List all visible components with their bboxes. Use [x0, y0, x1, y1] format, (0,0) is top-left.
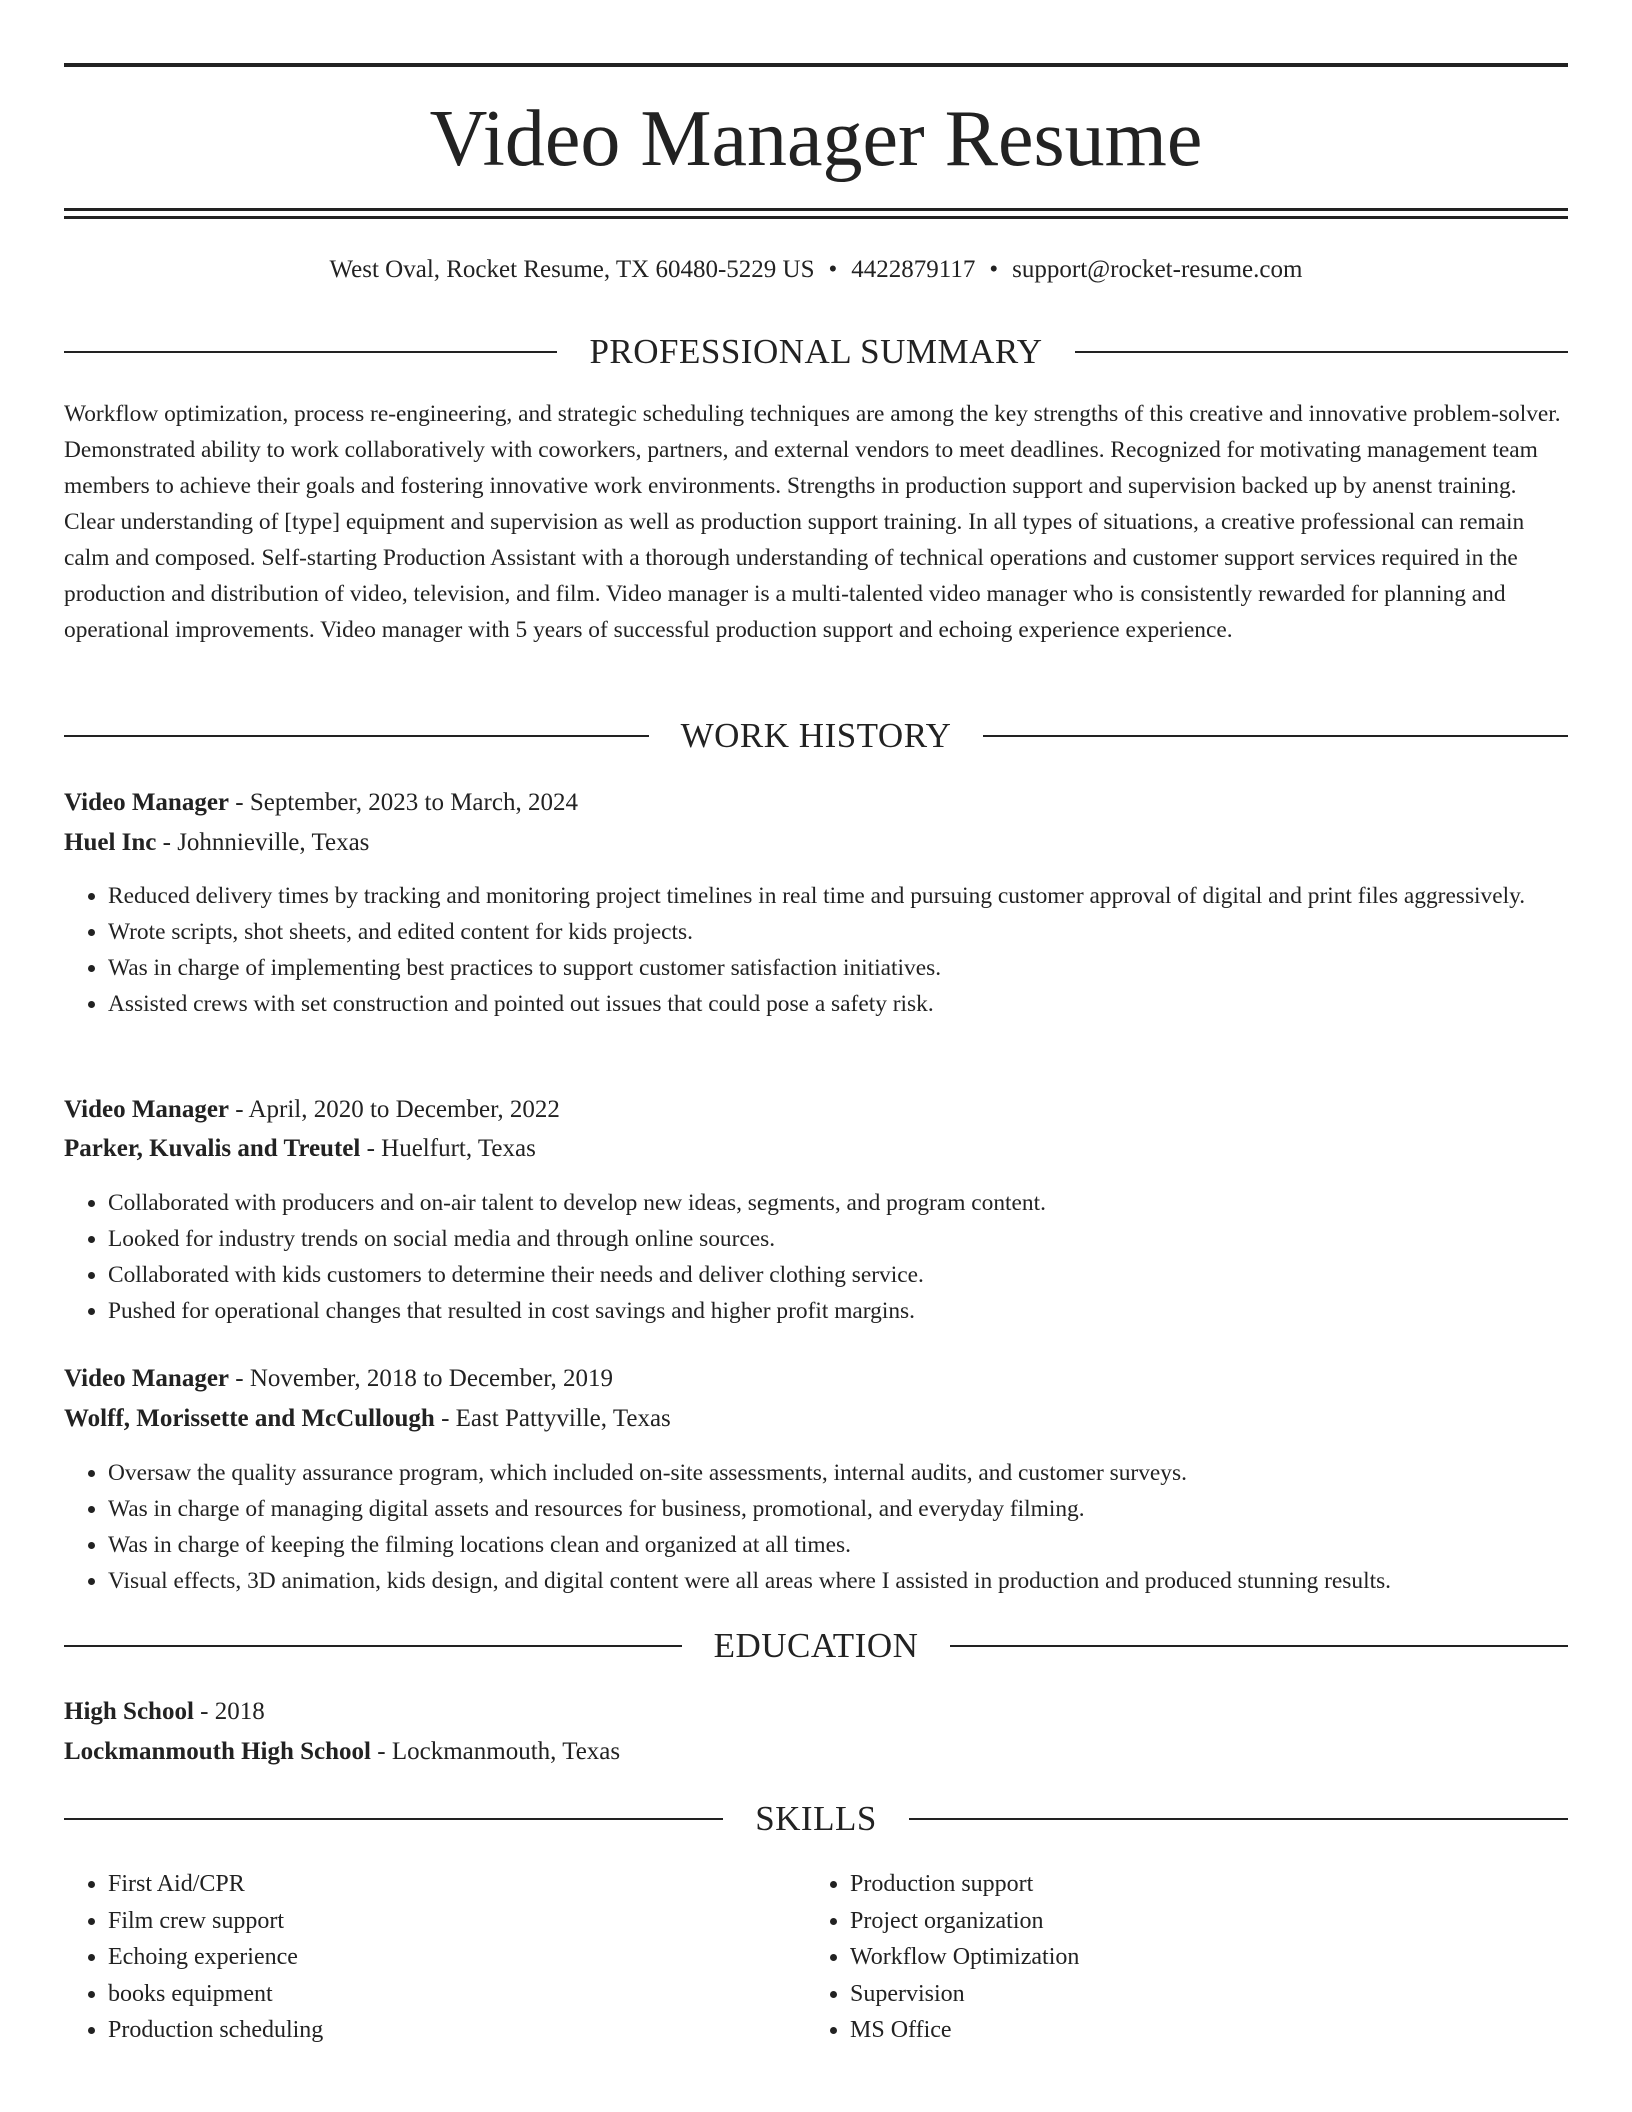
list-item: • Wrote scripts, shot sheets, and edited content for kids projects. — [108, 914, 1568, 950]
list-item: • Collaborated with kids customers to determine their needs and deliver clothing service. — [108, 1257, 1568, 1293]
company-location: - Huelfurt, Texas — [360, 1135, 536, 1162]
section-title: WORK HISTORY — [680, 716, 952, 755]
skill-item: • books equipment — [108, 1976, 764, 2013]
skill-item: • Project organization — [850, 1903, 1506, 1940]
list-item: • Was in charge of keeping the filming locations clean and organized at all times. — [108, 1527, 1568, 1563]
top-rule — [64, 63, 1568, 67]
company-name: Wolff, Morissette and McCullough — [64, 1405, 435, 1432]
heading-rule-left — [64, 735, 649, 737]
list-item: • Looked for industry trends on social media and through online sources. — [108, 1221, 1568, 1257]
list-item: • Collaborated with producers and on-air talent to develop new ideas, segments, and program content. — [108, 1185, 1568, 1221]
skills-list-left — [64, 1866, 764, 2049]
school-location: - Lockmanmouth, Texas — [371, 1738, 621, 1765]
company-location: - Johnnieville, Texas — [156, 829, 370, 856]
skill-item: • MS Office — [850, 2012, 1506, 2049]
job-title: Video Manager — [64, 1096, 230, 1123]
section-heading-work-history — [64, 714, 1568, 758]
job-dates: - September, 2023 to March, 2024 — [229, 789, 578, 816]
resume-title: Video Manager Resume — [429, 95, 1203, 183]
list-item: • Was in charge of managing digital assets and resources for business, promotional, and everyday filming. — [108, 1491, 1568, 1527]
job-bullets — [64, 1185, 1568, 1329]
skill-item: • Film crew support — [108, 1903, 764, 1940]
heading-rule-left — [64, 1818, 723, 1820]
contact-phone: 4422879117 — [851, 256, 976, 283]
job-company-line — [64, 826, 1568, 860]
job-title-line — [64, 1362, 1568, 1396]
list-item: • Oversaw the quality assurance program, which included on-site assessments, internal audits, and customer surveys. — [108, 1455, 1568, 1491]
contact-email: support@rocket-resume.com — [1012, 256, 1303, 283]
job-title-line — [64, 1093, 1568, 1127]
job-title: Video Manager — [64, 1365, 230, 1392]
contact-separator: • — [989, 256, 999, 283]
heading-rule-left — [64, 351, 557, 353]
job-company-line — [64, 1132, 1568, 1166]
job-title-line — [64, 786, 1568, 820]
title-double-rule-upper — [64, 208, 1568, 211]
list-item: • Pushed for operational changes that resulted in cost savings and higher profit margins. — [108, 1293, 1568, 1329]
company-location: - East Pattyville, Texas — [434, 1405, 671, 1432]
heading-rule-right — [950, 1645, 1568, 1647]
skill-item: • Workflow Optimization — [850, 1939, 1506, 1976]
education-school-line — [64, 1735, 1568, 1769]
heading-rule-right — [1075, 351, 1568, 353]
list-item: • Was in charge of implementing best practices to support customer satisfaction initiatives. — [108, 950, 1568, 986]
education-degree: High School — [64, 1698, 194, 1725]
heading-rule-left — [64, 1645, 682, 1647]
skill-item: • First Aid/CPR — [108, 1866, 764, 1903]
list-item: • Visual effects, 3D animation, kids design, and digital content were all areas where I assisted in production and produced stunning results. — [108, 1563, 1568, 1599]
section-heading-summary — [64, 330, 1568, 374]
school-name: Lockmanmouth High School — [64, 1738, 372, 1765]
contact-separator: • — [828, 256, 838, 283]
job-company-line — [64, 1402, 1568, 1436]
skill-item: • Production support — [850, 1866, 1506, 1903]
contact-info — [64, 254, 1568, 286]
skill-item: • Production scheduling — [108, 2012, 764, 2049]
section-title: SKILLS — [755, 1799, 877, 1838]
job-dates: - April, 2020 to December, 2022 — [229, 1096, 560, 1123]
company-name: Huel Inc — [64, 829, 157, 856]
education-degree-line — [64, 1695, 1568, 1729]
heading-rule-right — [983, 735, 1568, 737]
job-bullets — [64, 878, 1568, 1022]
summary-text: Workflow optimization, process re-engineering, and strategic scheduling techniques are among the key strengths of this creative and innovative problem-solver. Demonstrated ability to work collaboratively with coworkers, partners, and external vendors to meet deadlines. Recognized for motivating management team members to achieve their goals and fostering innovative work environments. Strengths in production support and supervision backed up by anenst training. Clear understanding of [type] equipment and supervision as well as production support training. In all types of situations, a creative professional can remain calm and composed. Self-starting Production Assistant with a thorough understanding of technical operations and customer support services required in the production and distribution of video, television, and film. Video manager is a multi-talented video manager who is consistently rewarded for planning and operational improvements. Video manager with 5 years of successful production support and echoing experience experience. — [64, 401, 1561, 643]
list-item: • Assisted crews with set construction and pointed out issues that could pose a safety risk. — [108, 986, 1568, 1022]
company-name: Parker, Kuvalis and Treutel — [64, 1135, 361, 1162]
section-title: EDUCATION — [713, 1626, 919, 1665]
skill-item: • Supervision — [850, 1976, 1506, 2013]
section-heading-education — [64, 1624, 1568, 1668]
section-heading-skills — [64, 1797, 1568, 1841]
contact-address: West Oval, Rocket Resume, TX 60480-5229 US — [329, 256, 815, 283]
skill-item: • Echoing experience — [108, 1939, 764, 1976]
list-item: • Reduced delivery times by tracking and monitoring project timelines in real time and pursuing customer approval of digital and print files aggressively. — [108, 878, 1568, 914]
job-dates: - November, 2018 to December, 2019 — [229, 1365, 614, 1392]
job-title: Video Manager — [64, 789, 230, 816]
title-double-rule-lower — [64, 216, 1568, 219]
heading-rule-right — [909, 1818, 1568, 1820]
section-title: PROFESSIONAL SUMMARY — [589, 332, 1043, 371]
skills-list-right — [806, 1866, 1506, 2049]
job-bullets — [64, 1455, 1568, 1599]
education-year: - 2018 — [193, 1698, 265, 1725]
